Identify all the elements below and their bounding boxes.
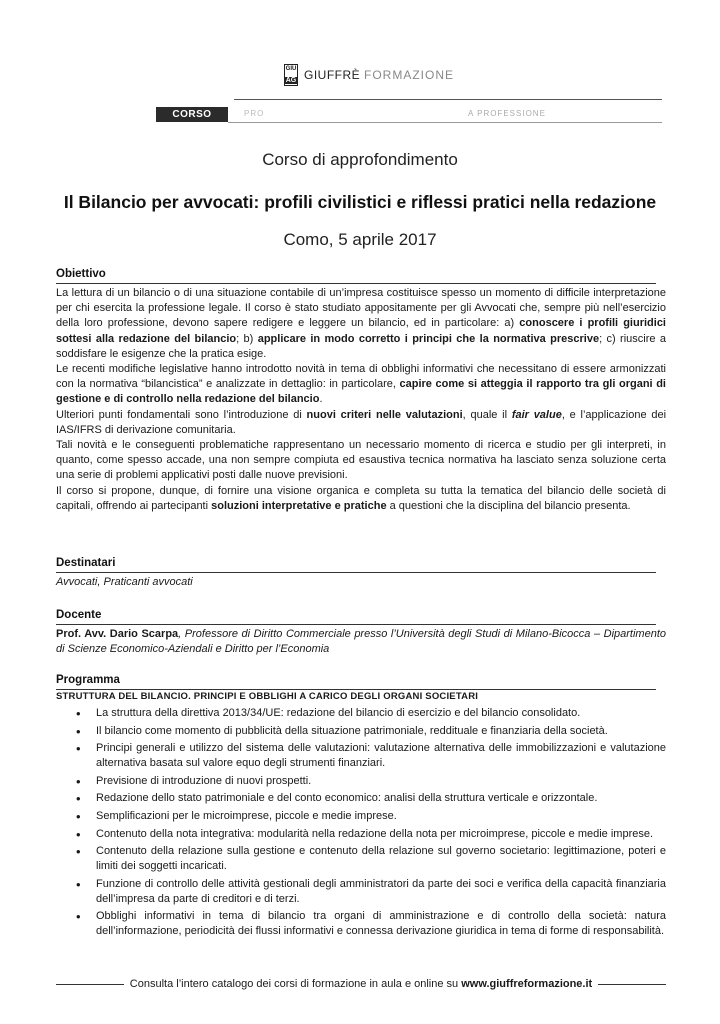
corso-rule (228, 122, 662, 123)
obiettivo-paragraph-4: Tali novità e le conseguenti problematiche rappresentano un necessario momento di ricerca e studio per gli interpreti, in quanto, come spesso accade, una non sempre compiuta ed esaustiva tecnica normativa ha lasciato senza soluzione certa una serie di problemi applicativi posti dalle nuove previsioni. (56, 439, 666, 482)
corso-faded-left: PRO (244, 109, 265, 118)
list-item: • La struttura della direttiva 2013/34/UE: redazione del bilancio di esercizio e del bilancio consolidato. (56, 706, 666, 721)
footer-rule-right (598, 984, 666, 985)
programma-subheading: STRUTTURA DEL BILANCIO. PRINCIPI E OBBLIGHI A CARICO DEGLI ORGANI SOCIETARI (56, 691, 479, 702)
obiettivo-paragraph-2: Le recenti modifiche legislative hanno introdotto novità in tema di obblighi informativi che necessitano di essere armonizzati con la normativa “bilancistica” e analizzate in dettaglio: in particolare, capire come si atteggia il rapporto tra gli organi di gestione e di controllo nella redazione del bilancio. (56, 363, 666, 406)
giuffre-logo-icon: GIU AG (285, 66, 297, 84)
list-item: • Il bilancio come momento di pubblicità della situazione patrimoniale, reddituale e finanziaria della società. (56, 724, 666, 739)
programma-rule (56, 689, 656, 690)
programma-list (56, 706, 666, 942)
docente-role: , Professore di Diritto Commerciale presso l’Università degli Studi di Milano-Bicocca – Dipartimento di Scienze Economico-Aziendali e Diritto per l’Economia (56, 628, 666, 656)
obiettivo-paragraph-5: Il corso si propone, dunque, di fornire una visione organica e completa su tutta la tematica del bilancio delle società di capitali, offrendo ai partecipanti soluzioni interpretative e pratiche a questioni che la disciplina del bilancio presenta. (56, 484, 666, 512)
obiettivo-rule (56, 283, 656, 284)
course-type-title: Corso di approfondimento (262, 150, 458, 169)
destinatari-rule (56, 572, 656, 573)
docente-rule (56, 624, 656, 625)
list-item: • Redazione dello stato patrimoniale e del conto economico: analisi della struttura verticale e orizzontale. (56, 791, 666, 806)
docente-heading: Docente (56, 609, 102, 621)
brand-strong: GIUFFRÈ (304, 68, 361, 82)
corso-badge: CORSO (156, 107, 228, 122)
header-rule (234, 99, 662, 100)
list-item: • Principi generali e utilizzo del sistema delle valutazioni: valutazione alternativa delle immobilizzazioni e valutazione alternativa basata sul valore equo degli strumenti finanziari. (56, 741, 666, 771)
brand-dim: FORMAZIONE (364, 68, 455, 82)
destinatari-heading: Destinatari (56, 557, 116, 569)
footer (56, 978, 666, 990)
obiettivo-heading: Obiettivo (56, 268, 106, 280)
docente-body (56, 627, 666, 657)
list-item: • Contenuto della relazione sulla gestione e contenuto della relazione sul governo societario: legittimazione, poteri e limiti dei soggetti incaricati. (56, 844, 666, 874)
footer-rule-left (56, 984, 124, 985)
list-item: • Contenuto della nota integrativa: modularità nella redazione della nota per microimprese, piccole e medie imprese. (56, 827, 666, 842)
obiettivo-paragraph-1: La lettura di un bilancio o di una situazione contabile di un’impresa costituisce spesso un momento di difficile interpretazione per chi esercita la professione legale. Il corso è stato studiato appositamente per gli Avvocati che, sempre più nell’esercizio della loro professione, devono sapere redigere e leggere un bilancio, ed in particolare: a) conoscere i profili giuridici sottesi alla redazione del bilancio; b) applicare in modo corretto i principi che la normativa prescrive; c) riuscire a soddisfare le esigenze che la pratica esige. (56, 287, 666, 360)
brand-name (304, 68, 454, 82)
programma-heading: Programma (56, 674, 120, 686)
docente-name: Prof. Avv. Dario Scarpa (56, 628, 179, 640)
obiettivo-body (56, 286, 666, 514)
brand-header (284, 64, 454, 86)
list-item: • Semplificazioni per le microimprese, piccole e medie imprese. (56, 809, 666, 824)
list-item: • Obblighi informativi in tema di bilancio tra organi di amministrazione e di controllo della società: natura dell’informazione, periodicità dei flussi informativi e connessa derivazione giuridica in tema di forme di responsabilità. (56, 909, 666, 939)
list-item: • Funzione di controllo delle attività gestionali degli amministratori da parte dei soci e verifica della capacità finanziaria dell’impresa da parte di creditori e di terzi. (56, 877, 666, 907)
course-date-location: Como, 5 aprile 2017 (283, 230, 437, 249)
footer-text: Consulta l’intero catalogo dei corsi di formazione in aula e online su www.giuffreformazione.it (129, 978, 593, 990)
list-item: • Previsione di introduzione di nuovi prospetti. (56, 774, 666, 789)
obiettivo-paragraph-3: Ulteriori punti fondamentali sono l’introduzione di nuovi criteri nelle valutazioni, quale il fair value, e l’applicazione dei IAS/IFRS di derivazione comunitaria. (56, 408, 667, 436)
footer-link[interactable]: www.giuffreformazione.it (461, 978, 593, 990)
destinatari-text: Avvocati, Praticanti avvocati (56, 576, 193, 588)
corso-faded-right: A PROFESSIONE (468, 109, 546, 118)
course-main-title: Il Bilancio per avvocati: profili civilistici e riflessi pratici nella redazione (63, 192, 657, 212)
